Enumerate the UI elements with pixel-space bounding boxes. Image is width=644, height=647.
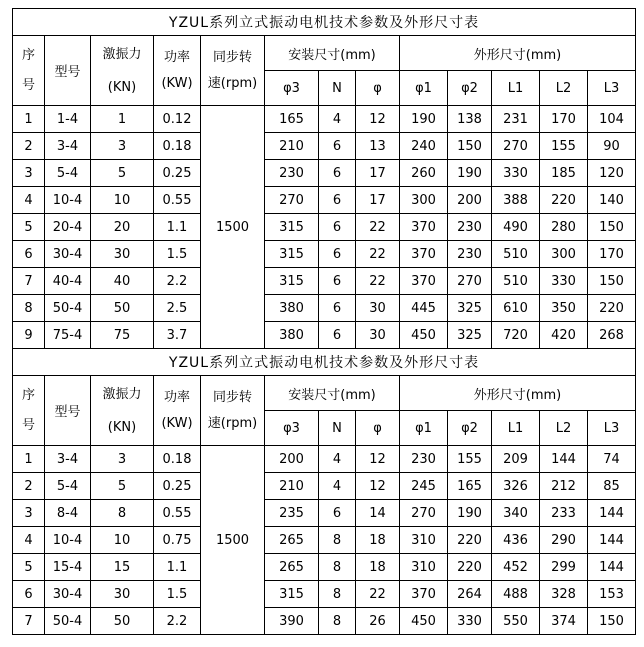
cell-n: 6 bbox=[319, 133, 356, 160]
cell-n: 8 bbox=[319, 581, 356, 608]
speed-value-cell: 1500 bbox=[201, 446, 265, 635]
cell-kw: 0.18 bbox=[154, 446, 201, 473]
cell-phi2: 138 bbox=[448, 106, 492, 133]
cell-l2: 212 bbox=[540, 473, 588, 500]
col-header-phi: φ bbox=[356, 411, 400, 446]
cell-l1: 490 bbox=[492, 214, 540, 241]
cell-l1: 550 bbox=[492, 608, 540, 635]
cell-l1: 610 bbox=[492, 295, 540, 322]
spec-table-1 bbox=[12, 8, 636, 349]
cell-l3: 85 bbox=[588, 473, 636, 500]
spec-table-2 bbox=[12, 348, 636, 635]
cell-phi3: 315 bbox=[265, 214, 319, 241]
cell-phi1: 300 bbox=[400, 187, 448, 214]
table-row bbox=[13, 214, 636, 241]
cell-phi: 17 bbox=[356, 160, 400, 187]
cell-phi: 22 bbox=[356, 214, 400, 241]
cell-kw: 1.1 bbox=[154, 554, 201, 581]
cell-n: 6 bbox=[319, 241, 356, 268]
cell-phi2: 190 bbox=[448, 500, 492, 527]
cell-phi2: 270 bbox=[448, 268, 492, 295]
cell-l3: 74 bbox=[588, 446, 636, 473]
cell-kn: 40 bbox=[91, 268, 154, 295]
cell-l1: 720 bbox=[492, 322, 540, 349]
cell-phi: 12 bbox=[356, 473, 400, 500]
cell-l3: 104 bbox=[588, 106, 636, 133]
cell-seq: 9 bbox=[13, 322, 45, 349]
cell-kn: 20 bbox=[91, 214, 154, 241]
table-row bbox=[13, 500, 636, 527]
cell-n: 6 bbox=[319, 160, 356, 187]
cell-l2: 328 bbox=[540, 581, 588, 608]
col-group-outline-dims: 外形尺寸(mm) bbox=[400, 36, 636, 71]
cell-model: 75-4 bbox=[45, 322, 91, 349]
cell-n: 4 bbox=[319, 106, 356, 133]
cell-kw: 0.75 bbox=[154, 527, 201, 554]
cell-phi3: 165 bbox=[265, 106, 319, 133]
table-title-row bbox=[13, 349, 636, 376]
cell-phi2: 155 bbox=[448, 446, 492, 473]
cell-seq: 4 bbox=[13, 527, 45, 554]
cell-phi3: 270 bbox=[265, 187, 319, 214]
table-row bbox=[13, 527, 636, 554]
cell-phi3: 315 bbox=[265, 268, 319, 295]
cell-model: 40-4 bbox=[45, 268, 91, 295]
cell-phi1: 450 bbox=[400, 322, 448, 349]
cell-kn: 50 bbox=[91, 608, 154, 635]
cell-phi2: 220 bbox=[448, 527, 492, 554]
col-header-l2: L2 bbox=[540, 411, 588, 446]
cell-l3: 170 bbox=[588, 241, 636, 268]
cell-phi: 22 bbox=[356, 241, 400, 268]
cell-model: 8-4 bbox=[45, 500, 91, 527]
cell-phi1: 190 bbox=[400, 106, 448, 133]
header-row-groups bbox=[13, 36, 636, 71]
cell-phi1: 310 bbox=[400, 554, 448, 581]
cell-phi3: 210 bbox=[265, 473, 319, 500]
cell-phi3: 380 bbox=[265, 295, 319, 322]
cell-kn: 5 bbox=[91, 160, 154, 187]
table-head bbox=[13, 349, 636, 446]
col-header-phi3: φ3 bbox=[265, 71, 319, 106]
cell-phi: 22 bbox=[356, 581, 400, 608]
cell-l2: 280 bbox=[540, 214, 588, 241]
cell-phi1: 245 bbox=[400, 473, 448, 500]
cell-seq: 2 bbox=[13, 133, 45, 160]
table-row bbox=[13, 473, 636, 500]
table-row bbox=[13, 133, 636, 160]
cell-l1: 452 bbox=[492, 554, 540, 581]
cell-l2: 185 bbox=[540, 160, 588, 187]
cell-l2: 155 bbox=[540, 133, 588, 160]
cell-l1: 330 bbox=[492, 160, 540, 187]
cell-seq: 4 bbox=[13, 187, 45, 214]
cell-kn: 1 bbox=[91, 106, 154, 133]
cell-phi: 22 bbox=[356, 268, 400, 295]
cell-phi1: 445 bbox=[400, 295, 448, 322]
cell-phi1: 370 bbox=[400, 268, 448, 295]
speed-value-cell: 1500 bbox=[201, 106, 265, 349]
table-row bbox=[13, 187, 636, 214]
cell-seq: 5 bbox=[13, 214, 45, 241]
table-row bbox=[13, 241, 636, 268]
cell-phi3: 380 bbox=[265, 322, 319, 349]
cell-phi3: 230 bbox=[265, 160, 319, 187]
cell-seq: 5 bbox=[13, 554, 45, 581]
cell-kw: 0.25 bbox=[154, 160, 201, 187]
cell-phi: 12 bbox=[356, 106, 400, 133]
cell-phi2: 264 bbox=[448, 581, 492, 608]
table-body bbox=[13, 106, 636, 349]
cell-phi1: 370 bbox=[400, 581, 448, 608]
cell-kn: 10 bbox=[91, 527, 154, 554]
cell-n: 4 bbox=[319, 473, 356, 500]
col-header-power: 功率 (KW) bbox=[154, 376, 201, 446]
cell-phi2: 325 bbox=[448, 322, 492, 349]
table-row bbox=[13, 608, 636, 635]
cell-n: 8 bbox=[319, 608, 356, 635]
cell-phi1: 310 bbox=[400, 527, 448, 554]
cell-seq: 1 bbox=[13, 446, 45, 473]
cell-l2: 220 bbox=[540, 187, 588, 214]
cell-phi: 14 bbox=[356, 500, 400, 527]
col-header-phi1: φ1 bbox=[400, 411, 448, 446]
cell-phi2: 220 bbox=[448, 554, 492, 581]
col-header-l1: L1 bbox=[492, 71, 540, 106]
cell-l2: 420 bbox=[540, 322, 588, 349]
cell-phi: 18 bbox=[356, 527, 400, 554]
cell-seq: 7 bbox=[13, 268, 45, 295]
cell-n: 6 bbox=[319, 295, 356, 322]
cell-phi2: 230 bbox=[448, 214, 492, 241]
cell-l2: 299 bbox=[540, 554, 588, 581]
cell-kn: 50 bbox=[91, 295, 154, 322]
table-row bbox=[13, 446, 636, 473]
cell-l1: 326 bbox=[492, 473, 540, 500]
cell-seq: 2 bbox=[13, 473, 45, 500]
cell-seq: 7 bbox=[13, 608, 45, 635]
col-header-phi2: φ2 bbox=[448, 71, 492, 106]
table-row bbox=[13, 581, 636, 608]
cell-l1: 510 bbox=[492, 241, 540, 268]
cell-kw: 0.55 bbox=[154, 187, 201, 214]
cell-l1: 340 bbox=[492, 500, 540, 527]
cell-phi3: 265 bbox=[265, 527, 319, 554]
cell-phi: 26 bbox=[356, 608, 400, 635]
table-row bbox=[13, 268, 636, 295]
cell-kn: 3 bbox=[91, 446, 154, 473]
cell-kn: 30 bbox=[91, 581, 154, 608]
cell-n: 4 bbox=[319, 446, 356, 473]
cell-seq: 3 bbox=[13, 160, 45, 187]
cell-model: 3-4 bbox=[45, 133, 91, 160]
cell-phi1: 370 bbox=[400, 214, 448, 241]
cell-kw: 2.2 bbox=[154, 608, 201, 635]
cell-phi: 30 bbox=[356, 295, 400, 322]
table-title-row bbox=[13, 9, 636, 36]
col-header-model: 型号 bbox=[45, 376, 91, 446]
cell-l2: 300 bbox=[540, 241, 588, 268]
cell-kn: 75 bbox=[91, 322, 154, 349]
cell-kw: 0.12 bbox=[154, 106, 201, 133]
cell-kw: 2.2 bbox=[154, 268, 201, 295]
cell-phi1: 260 bbox=[400, 160, 448, 187]
cell-kw: 0.18 bbox=[154, 133, 201, 160]
cell-phi1: 240 bbox=[400, 133, 448, 160]
cell-seq: 3 bbox=[13, 500, 45, 527]
table-head bbox=[13, 9, 636, 106]
cell-seq: 1 bbox=[13, 106, 45, 133]
cell-model: 3-4 bbox=[45, 446, 91, 473]
cell-l1: 388 bbox=[492, 187, 540, 214]
cell-l1: 270 bbox=[492, 133, 540, 160]
col-header-phi: φ bbox=[356, 71, 400, 106]
cell-phi: 17 bbox=[356, 187, 400, 214]
cell-phi3: 200 bbox=[265, 446, 319, 473]
cell-kn: 10 bbox=[91, 187, 154, 214]
cell-n: 6 bbox=[319, 187, 356, 214]
cell-l3: 150 bbox=[588, 214, 636, 241]
cell-l1: 436 bbox=[492, 527, 540, 554]
cell-l1: 510 bbox=[492, 268, 540, 295]
col-header-excitation: 激振力 (KN) bbox=[91, 376, 154, 446]
table-title: YZUL系列立式振动电机技术参数及外形尺寸表 bbox=[13, 9, 636, 36]
cell-model: 5-4 bbox=[45, 160, 91, 187]
cell-n: 6 bbox=[319, 500, 356, 527]
table-body bbox=[13, 446, 636, 635]
cell-l3: 220 bbox=[588, 295, 636, 322]
col-header-n: N bbox=[319, 411, 356, 446]
cell-phi2: 230 bbox=[448, 241, 492, 268]
cell-l2: 170 bbox=[540, 106, 588, 133]
cell-phi3: 235 bbox=[265, 500, 319, 527]
cell-phi: 12 bbox=[356, 446, 400, 473]
col-group-mounting-dims: 安装尺寸(mm) bbox=[265, 36, 400, 71]
col-header-seq: 序 号 bbox=[13, 376, 45, 446]
cell-model: 50-4 bbox=[45, 295, 91, 322]
cell-l3: 144 bbox=[588, 554, 636, 581]
cell-phi1: 370 bbox=[400, 241, 448, 268]
cell-n: 6 bbox=[319, 268, 356, 295]
col-header-n: N bbox=[319, 71, 356, 106]
cell-phi3: 315 bbox=[265, 581, 319, 608]
col-header-speed: 同步转 速(rpm) bbox=[201, 36, 265, 106]
cell-kw: 0.55 bbox=[154, 500, 201, 527]
col-header-l3: L3 bbox=[588, 71, 636, 106]
cell-model: 10-4 bbox=[45, 187, 91, 214]
cell-l1: 231 bbox=[492, 106, 540, 133]
col-header-phi2: φ2 bbox=[448, 411, 492, 446]
col-header-excitation: 激振力 (KN) bbox=[91, 36, 154, 106]
col-header-l1: L1 bbox=[492, 411, 540, 446]
cell-kn: 5 bbox=[91, 473, 154, 500]
col-header-phi1: φ1 bbox=[400, 71, 448, 106]
cell-model: 50-4 bbox=[45, 608, 91, 635]
cell-l3: 144 bbox=[588, 527, 636, 554]
cell-phi2: 330 bbox=[448, 608, 492, 635]
cell-kn: 8 bbox=[91, 500, 154, 527]
cell-kn: 30 bbox=[91, 241, 154, 268]
col-header-model: 型号 bbox=[45, 36, 91, 106]
cell-phi3: 265 bbox=[265, 554, 319, 581]
cell-l3: 120 bbox=[588, 160, 636, 187]
col-header-speed: 同步转 速(rpm) bbox=[201, 376, 265, 446]
cell-n: 6 bbox=[319, 214, 356, 241]
cell-seq: 8 bbox=[13, 295, 45, 322]
cell-phi2: 165 bbox=[448, 473, 492, 500]
cell-kw: 3.7 bbox=[154, 322, 201, 349]
cell-l2: 330 bbox=[540, 268, 588, 295]
cell-l3: 90 bbox=[588, 133, 636, 160]
col-header-l3: L3 bbox=[588, 411, 636, 446]
cell-kw: 2.5 bbox=[154, 295, 201, 322]
cell-model: 1-4 bbox=[45, 106, 91, 133]
cell-phi1: 230 bbox=[400, 446, 448, 473]
cell-phi2: 150 bbox=[448, 133, 492, 160]
cell-n: 8 bbox=[319, 554, 356, 581]
cell-phi2: 200 bbox=[448, 187, 492, 214]
cell-l2: 233 bbox=[540, 500, 588, 527]
table-row bbox=[13, 322, 636, 349]
cell-phi1: 270 bbox=[400, 500, 448, 527]
cell-l3: 144 bbox=[588, 500, 636, 527]
cell-l2: 290 bbox=[540, 527, 588, 554]
cell-model: 15-4 bbox=[45, 554, 91, 581]
cell-kw: 1.1 bbox=[154, 214, 201, 241]
col-header-seq: 序 号 bbox=[13, 36, 45, 106]
cell-kw: 1.5 bbox=[154, 581, 201, 608]
col-header-l2: L2 bbox=[540, 71, 588, 106]
cell-l3: 150 bbox=[588, 608, 636, 635]
cell-phi: 18 bbox=[356, 554, 400, 581]
cell-phi: 30 bbox=[356, 322, 400, 349]
table-row bbox=[13, 160, 636, 187]
col-header-phi3: φ3 bbox=[265, 411, 319, 446]
cell-l3: 153 bbox=[588, 581, 636, 608]
table-row bbox=[13, 106, 636, 133]
cell-model: 10-4 bbox=[45, 527, 91, 554]
cell-seq: 6 bbox=[13, 581, 45, 608]
cell-l2: 350 bbox=[540, 295, 588, 322]
cell-l3: 268 bbox=[588, 322, 636, 349]
table-row bbox=[13, 554, 636, 581]
cell-model: 30-4 bbox=[45, 581, 91, 608]
cell-phi1: 450 bbox=[400, 608, 448, 635]
cell-kn: 15 bbox=[91, 554, 154, 581]
cell-l2: 144 bbox=[540, 446, 588, 473]
cell-l1: 488 bbox=[492, 581, 540, 608]
cell-phi3: 315 bbox=[265, 241, 319, 268]
cell-l2: 374 bbox=[540, 608, 588, 635]
cell-phi2: 325 bbox=[448, 295, 492, 322]
col-header-power: 功率 (KW) bbox=[154, 36, 201, 106]
cell-phi: 13 bbox=[356, 133, 400, 160]
col-group-outline-dims: 外形尺寸(mm) bbox=[400, 376, 636, 411]
table-title: YZUL系列立式振动电机技术参数及外形尺寸表 bbox=[13, 349, 636, 376]
cell-kw: 0.25 bbox=[154, 473, 201, 500]
cell-model: 20-4 bbox=[45, 214, 91, 241]
cell-kw: 1.5 bbox=[154, 241, 201, 268]
cell-l1: 209 bbox=[492, 446, 540, 473]
cell-l3: 140 bbox=[588, 187, 636, 214]
cell-phi3: 390 bbox=[265, 608, 319, 635]
col-group-mounting-dims: 安装尺寸(mm) bbox=[265, 376, 400, 411]
cell-n: 6 bbox=[319, 322, 356, 349]
header-row-groups bbox=[13, 376, 636, 411]
cell-seq: 6 bbox=[13, 241, 45, 268]
cell-phi3: 210 bbox=[265, 133, 319, 160]
cell-kn: 3 bbox=[91, 133, 154, 160]
cell-l3: 150 bbox=[588, 268, 636, 295]
cell-model: 30-4 bbox=[45, 241, 91, 268]
cell-phi2: 190 bbox=[448, 160, 492, 187]
cell-model: 5-4 bbox=[45, 473, 91, 500]
cell-n: 8 bbox=[319, 527, 356, 554]
table-row bbox=[13, 295, 636, 322]
